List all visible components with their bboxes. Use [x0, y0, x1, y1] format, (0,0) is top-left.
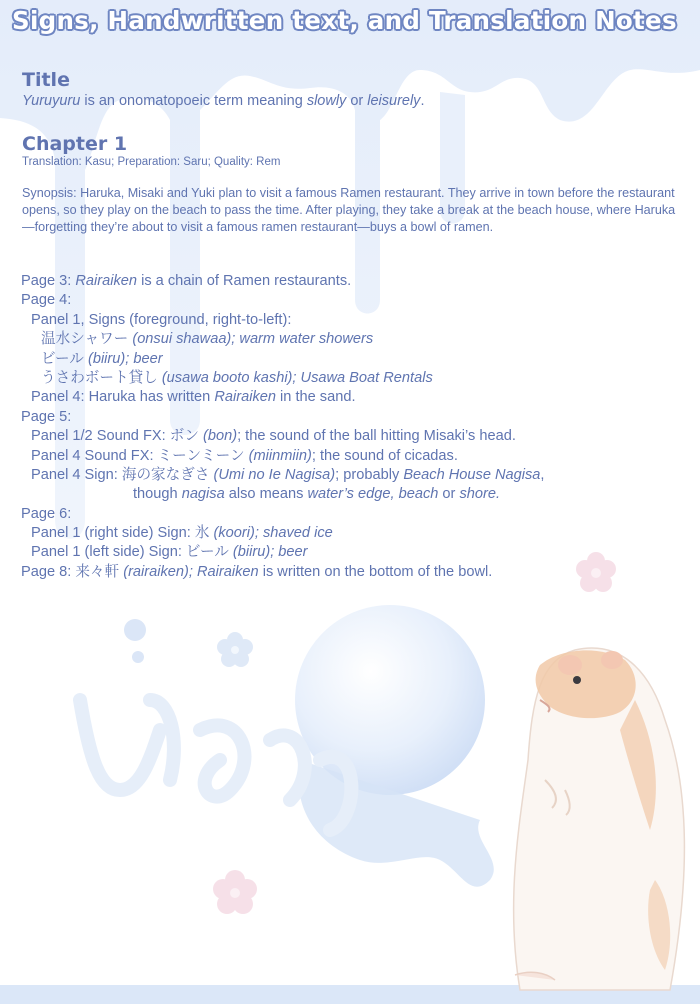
note-fragment: (onsui shawaa); warm water showers: [132, 331, 374, 348]
note-p6-right-sign: [21, 524, 691, 543]
note-p6-left-sign: [21, 543, 691, 562]
note-fragment: shore.: [459, 486, 501, 503]
note-fragment: ; the sound of the ball hitting Misaki’s head.: [237, 428, 516, 445]
note-page-6: [21, 505, 691, 524]
note-fragment: is written on the bottom of the bowl.: [258, 563, 493, 580]
note-fragment: Rairaiken: [75, 273, 138, 289]
note-fragment: (koori); shaved ice: [213, 525, 333, 542]
note-fragment: Panel 1 (right side) Sign: 氷: [31, 525, 214, 542]
note-page-8: [21, 563, 691, 582]
page-header: Signs, Handwritten text, and Translation Notes: [12, 6, 677, 35]
note-fragment: also means: [224, 486, 308, 503]
note-fragment: (bon): [202, 428, 238, 445]
note-p4-sign-onsui: [21, 330, 691, 349]
note-fragment: Panel 1 (left side) Sign: ビール: [31, 544, 233, 561]
note-fragment: Page 4:: [21, 292, 72, 309]
note-fragment: Beach House Nagisa: [403, 466, 541, 483]
note-fragment: ,: [540, 466, 545, 483]
note-fragment: (Umi no Ie Nagisa): [213, 466, 336, 483]
note-fragment: is a chain of Ramen restaurants.: [137, 273, 352, 289]
note-fragment: Panel 4: Haruka has written: [31, 389, 215, 406]
note-p5-panel12: [21, 427, 691, 446]
title-term: Yuruyuru: [22, 93, 81, 109]
translation-notes: [21, 272, 691, 582]
note-fragment: ; the sound of cicadas.: [311, 447, 458, 464]
title-description: [22, 93, 424, 109]
note-p4-panel4: [21, 388, 691, 407]
note-fragment: ビール: [41, 350, 88, 367]
note-fragment: Panel 1, Signs (foreground, right-to-left):: [31, 311, 292, 328]
note-fragment: in the sand.: [275, 389, 356, 406]
note-fragment: nagisa: [181, 486, 225, 503]
note-fragment: Page 6:: [21, 505, 72, 522]
note-fragment: うさわボート貸し: [41, 369, 162, 386]
note-fragment: Page 8: 来々軒: [21, 563, 124, 580]
note-page-5: [21, 408, 691, 427]
note-page-4: [21, 291, 691, 310]
note-p4-panel1: [21, 311, 691, 330]
note-p5-panel4-sign-cont: [21, 485, 691, 504]
note-p4-sign-usawa: [21, 369, 691, 388]
title-word-leisurely: leisurely: [367, 93, 421, 109]
note-p5-panel4-sign: [21, 466, 691, 485]
note-fragment: (miinmiin): [248, 447, 312, 464]
chapter-synopsis: Synopsis: Haruka, Misaki and Yuki plan to visit a famous Ramen restaurant. They arrive in town before the restaurant opens, so they play on the beach to pass the time. After playing, they take a break at the beach house, where Haruka—forgetting they’re about to visit a famous ramen restaurant—buys a bowl of ramen.: [22, 186, 676, 234]
note-fragment: Panel 4 Sign: 海の家なぎさ: [31, 466, 214, 483]
note-p5-panel4-fx: [21, 447, 691, 466]
note-fragment: Page 3:: [21, 273, 76, 289]
chapter-heading: Chapter 1: [22, 133, 128, 155]
note-fragment: 温水シャワー: [41, 331, 133, 348]
note-fragment: ; probably: [335, 466, 404, 483]
title-word-slowly: slowly: [306, 93, 347, 109]
note-fragment: (usawa booto kashi); Usawa Boat Rentals: [161, 369, 433, 386]
note-fragment: Page 5:: [21, 408, 72, 425]
note-fragment: water’s edge, beach: [307, 486, 439, 503]
chapter-credits: Translation: Kasu; Preparation: Saru; Quality: Rem: [22, 156, 281, 168]
note-fragment: (biiru); beer: [87, 350, 163, 367]
note-p4-sign-biiru: [21, 350, 691, 369]
title-desc-text: is an onomatopoeic term meaning: [80, 93, 307, 109]
note-fragment: Panel 1/2 Sound FX: ボン: [31, 428, 203, 445]
note-fragment: Panel 4 Sound FX: ミーンミーン: [31, 447, 249, 464]
note-page-3: [21, 272, 691, 291]
note-fragment: though: [133, 486, 182, 503]
note-fragment: (rairaiken); Rairaiken: [123, 563, 259, 580]
title-desc-or: or: [346, 93, 368, 109]
note-fragment: Rairaiken: [214, 389, 276, 406]
title-desc-end: .: [420, 93, 425, 109]
note-fragment: (biiru); beer: [232, 544, 308, 561]
title-heading: Title: [22, 69, 70, 91]
note-fragment: or: [438, 486, 460, 503]
